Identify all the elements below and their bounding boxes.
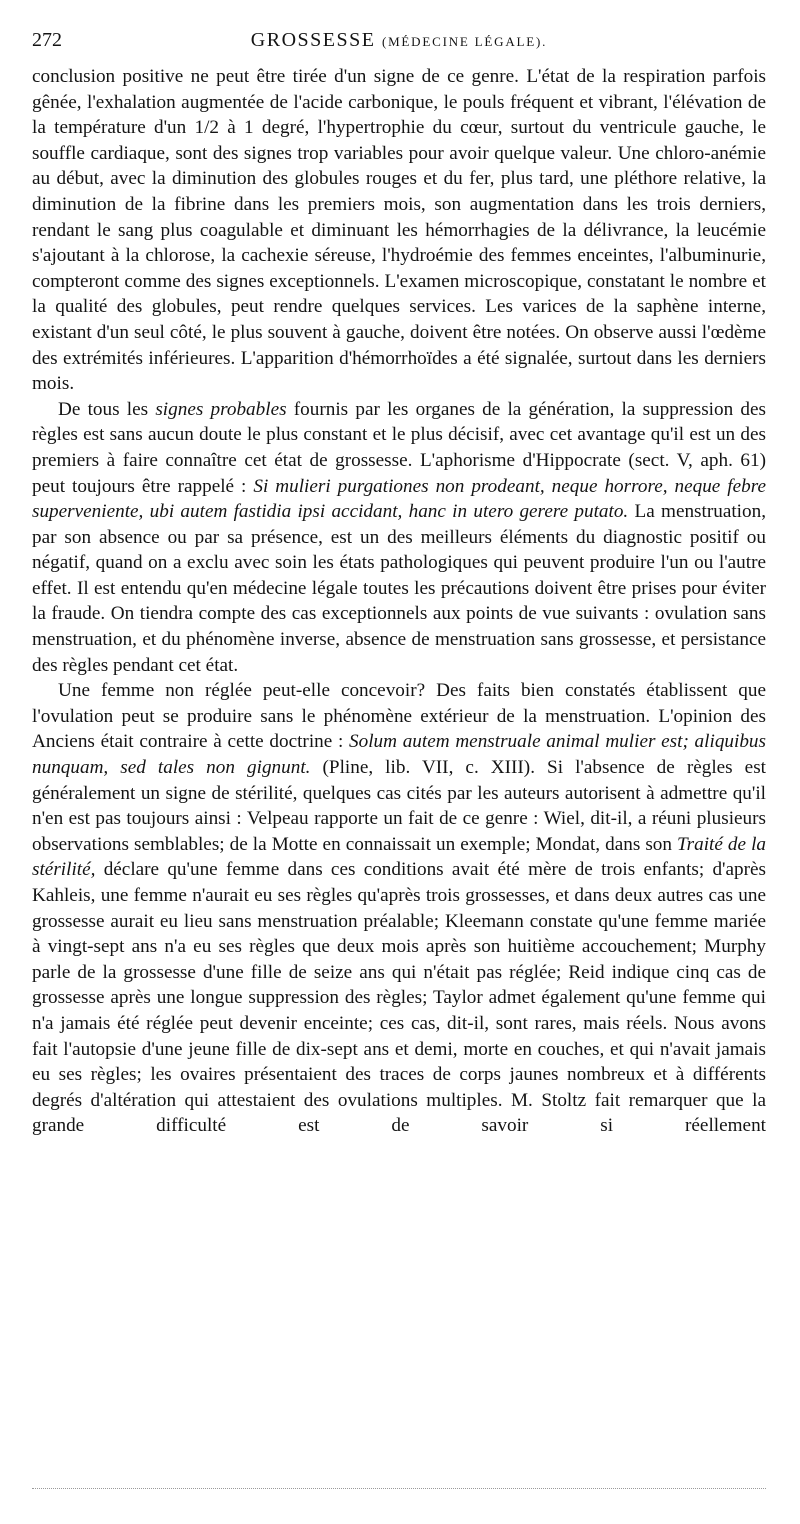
text-run: Une femme non réglée peut-elle concevoir? Des faits bien constatés établissent que l'ovulation peut se produire sans le phénomène extérieur de la menstruation. L'opinion des Anciens était contraire à cette doctrine :	[32, 680, 766, 753]
running-head	[32, 26, 766, 64]
text-run: La menstruation, par son absence ou par sa présence, est un des meilleurs éléments du diagnostic positif ou négatif, quand on a exclu avec soin les états pathologiques qui peuvent produire l'un ou l'autre effet. Il est entendu qu'en médecine légale toutes les précautions doivent être prises pour éviter la fraude. On tiendra compte des cas exceptionnels aux points de vue suivants : ovulation sans menstruation, et du phénomène inverse, absence de menstruation sans grossesse, et persistance des règles pendant cet état.	[32, 501, 766, 676]
running-title	[32, 26, 766, 56]
italic-term: signes probables	[155, 398, 287, 420]
paragraph-probable-signs	[32, 397, 766, 679]
latin-quotation: Si mulieri purgationes non prodeant, neque horrore, neque febre superveniente, ubi autem fastidia ipsi accidant, hanc in utero gerere putato.	[32, 475, 766, 523]
footer-rule	[32, 1488, 766, 1489]
paragraph-respiration-signs: conclusion positive ne peut être tirée d'un signe de ce genre. L'état de la respiration parfois gênée, l'exhalation augmentée de l'acide carbonique, le pouls fréquent et vibrant, l'élévation de la température d'un 1/2 à 1 degré, l'hypertrophie du cœur, surtout du ventricule gauche, le souffle cardiaque, sont des signes trop variables pour avoir quelque valeur. Une chloro-anémie au début, avec la diminution des globules rouges et du fer, plus tard, une pléthore relative, la diminution de la fibrine dans les premiers mois, son augmentation dans les trois derniers, rendant le sang plus coagulable et diminuant les hémorrhagies de la délivrance, la leucémie s'ajoutant à la chlorose, la cachexie séreuse, l'hydroémie des femmes enceintes, l'albuminurie, compteront comme des signes exceptionnels. L'examen microscopique, constatant le nombre et la qualité des globules, peut rendre quelques services. Les varices de la saphène interne, existant d'un seul côté, le plus souvent à gauche, doivent être notées. On observe aussi l'œdème des extrémités inférieures. L'apparition d'hémorrhoïdes a été signalée, surtout dans les derniers mois.	[32, 66, 766, 395]
book-title: Traité de la stérilité,	[32, 833, 766, 881]
text-run: déclare qu'une femme dans ces conditions avait été mère de trois enfants; d'après Kahleis, une femme n'aurait eu ses règles qu'après trois grossesses, et dans deux autres cas une grossesse aurait eu lieu sans menstruation préalable; Kleemann constate qu'une femme mariée à vingt-sept ans n'a eu ses règles que deux mois après son huitième accouchement; Murphy parle de la grossesse d'une fille de seize ans qui n'était pas réglée; Reid indique cinq cas de grossesse après une longue suppression des règles; Taylor admet également qu'une femme qui n'a jamais été réglée peut devenir enceinte; ces cas, dit-il, sont rares, mais réels. Nous avons fait l'autopsie d'une jeune fille de dix-sept ans et demi, morte en couches, et qui n'avait jamais eu ses règles; les ovaires présentaient des traces de corps jaunes nombreux et à différents degrés d'altération qui attestaient des ovulations multiples. M. Stoltz fait remarquer que la grande difficulté est de savoir si réellement	[32, 859, 766, 1137]
text-run: (Pline, lib. VII, c. XIII). Si l'absence de règles est généralement un signe de stérilité, quelques cas cités par les auteurs autorisent à admettre qu'il n'en est pas toujours ainsi : Velpeau rapporte un fait de ce genre : Wiel, dit-il, a réuni plusieurs observations semblables; de la Motte en connaissait un exemple; Mondat, dans son	[32, 757, 766, 855]
paragraph-non-regulated-women	[32, 678, 766, 1139]
body-text	[32, 64, 766, 1139]
latin-quotation: Solum autem menstruale animal mulier est; aliquibus nunquam, sed tales non gignunt.	[32, 731, 766, 779]
text-run: De tous les	[58, 398, 156, 420]
text-run: fournis par les organes de la génération, la suppression des règles est sans aucun doute le plus constant et le plus décisif, avec cet avantage qu'il est un des premiers à faire connaître cet état de grossesse. L'aphorisme d'Hippocrate (sect. V, aph. 61) peut toujours être rappelé :	[32, 398, 766, 497]
running-title-main: GROSSESSE	[250, 29, 376, 51]
running-title-sub: (MÉDECINE LÉGALE).	[381, 34, 548, 49]
document-page	[32, 26, 766, 1139]
page-number: 272	[32, 29, 62, 51]
